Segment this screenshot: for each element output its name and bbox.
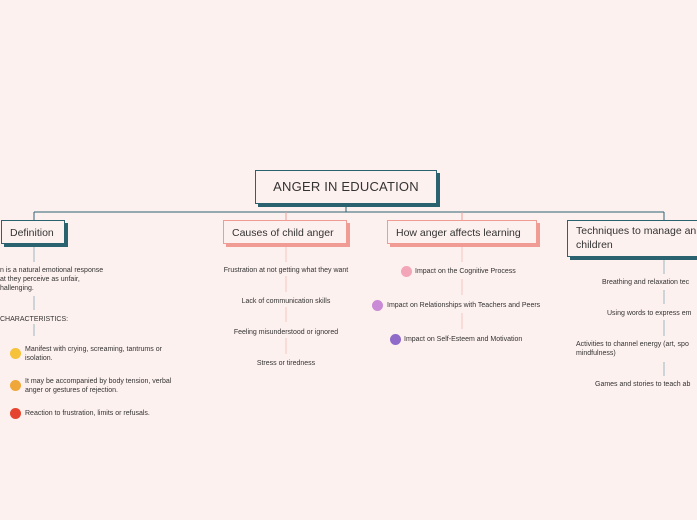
techniques-topic[interactable] — [567, 220, 697, 257]
techniques-title-line-1: Techniques to manage an — [576, 225, 697, 237]
techniques-title-line-2: children — [576, 239, 613, 251]
root-topic[interactable] — [255, 170, 437, 204]
crying-face-icon — [10, 348, 21, 359]
learning-title: How anger affects learning — [396, 227, 521, 239]
angry-face-icon — [10, 380, 21, 391]
learning-topic[interactable] — [387, 220, 537, 244]
person-raising-hand-icon — [372, 300, 383, 311]
cause-item-4: Stress or tiredness — [256, 360, 316, 367]
person-bowing-icon — [390, 334, 401, 345]
definition-text-line-1: n is a natural emotional response — [0, 267, 104, 274]
learning-item-3: Impact on Self-Esteem and Motivation — [404, 336, 523, 343]
characteristic-3-line-1: Reaction to frustration, limits or refusals. — [25, 410, 150, 417]
definition-text-line-3: hallenging. — [0, 285, 34, 292]
causes-topic[interactable] — [223, 220, 347, 244]
technique-item-3-line-2: mindfulness) — [576, 350, 616, 357]
cause-item-3: Feeling misunderstood or ignored — [233, 329, 339, 336]
definition-text-line-2: at they perceive as unfair, — [0, 276, 80, 283]
characteristic-1-line-1: Manifest with crying, screaming, tantrums or — [25, 346, 162, 353]
causes-title: Causes of child anger — [232, 227, 334, 239]
definition-topic[interactable] — [1, 220, 65, 244]
red-angry-face-icon — [10, 408, 21, 419]
learning-item-2: Impact on Relationships with Teachers and Peers — [387, 302, 541, 309]
characteristic-2-line-2: anger or gestures of rejection. — [25, 387, 118, 394]
characteristic-2-line-1: It may be accompanied by body tension, verbal — [25, 378, 172, 385]
brain-icon — [401, 266, 412, 277]
technique-item-2: Using words to express em — [607, 310, 692, 317]
technique-item-1: Breathing and relaxation tec — [602, 279, 690, 286]
characteristic-1-line-2: isolation. — [25, 355, 53, 362]
learning-item-1: Impact on the Cognitive Process — [415, 268, 516, 275]
cause-item-1: Frustration at not getting what they want — [223, 267, 349, 274]
characteristics-label: CHARACTERISTICS: — [0, 316, 69, 323]
technique-item-3-line-1: Activities to channel energy (art, spo — [576, 341, 689, 348]
cause-item-2: Lack of communication skills — [241, 298, 331, 305]
definition-title: Definition — [10, 227, 54, 239]
root-title: ANGER IN EDUCATION — [273, 179, 419, 194]
technique-item-4: Games and stories to teach ab — [595, 381, 691, 388]
